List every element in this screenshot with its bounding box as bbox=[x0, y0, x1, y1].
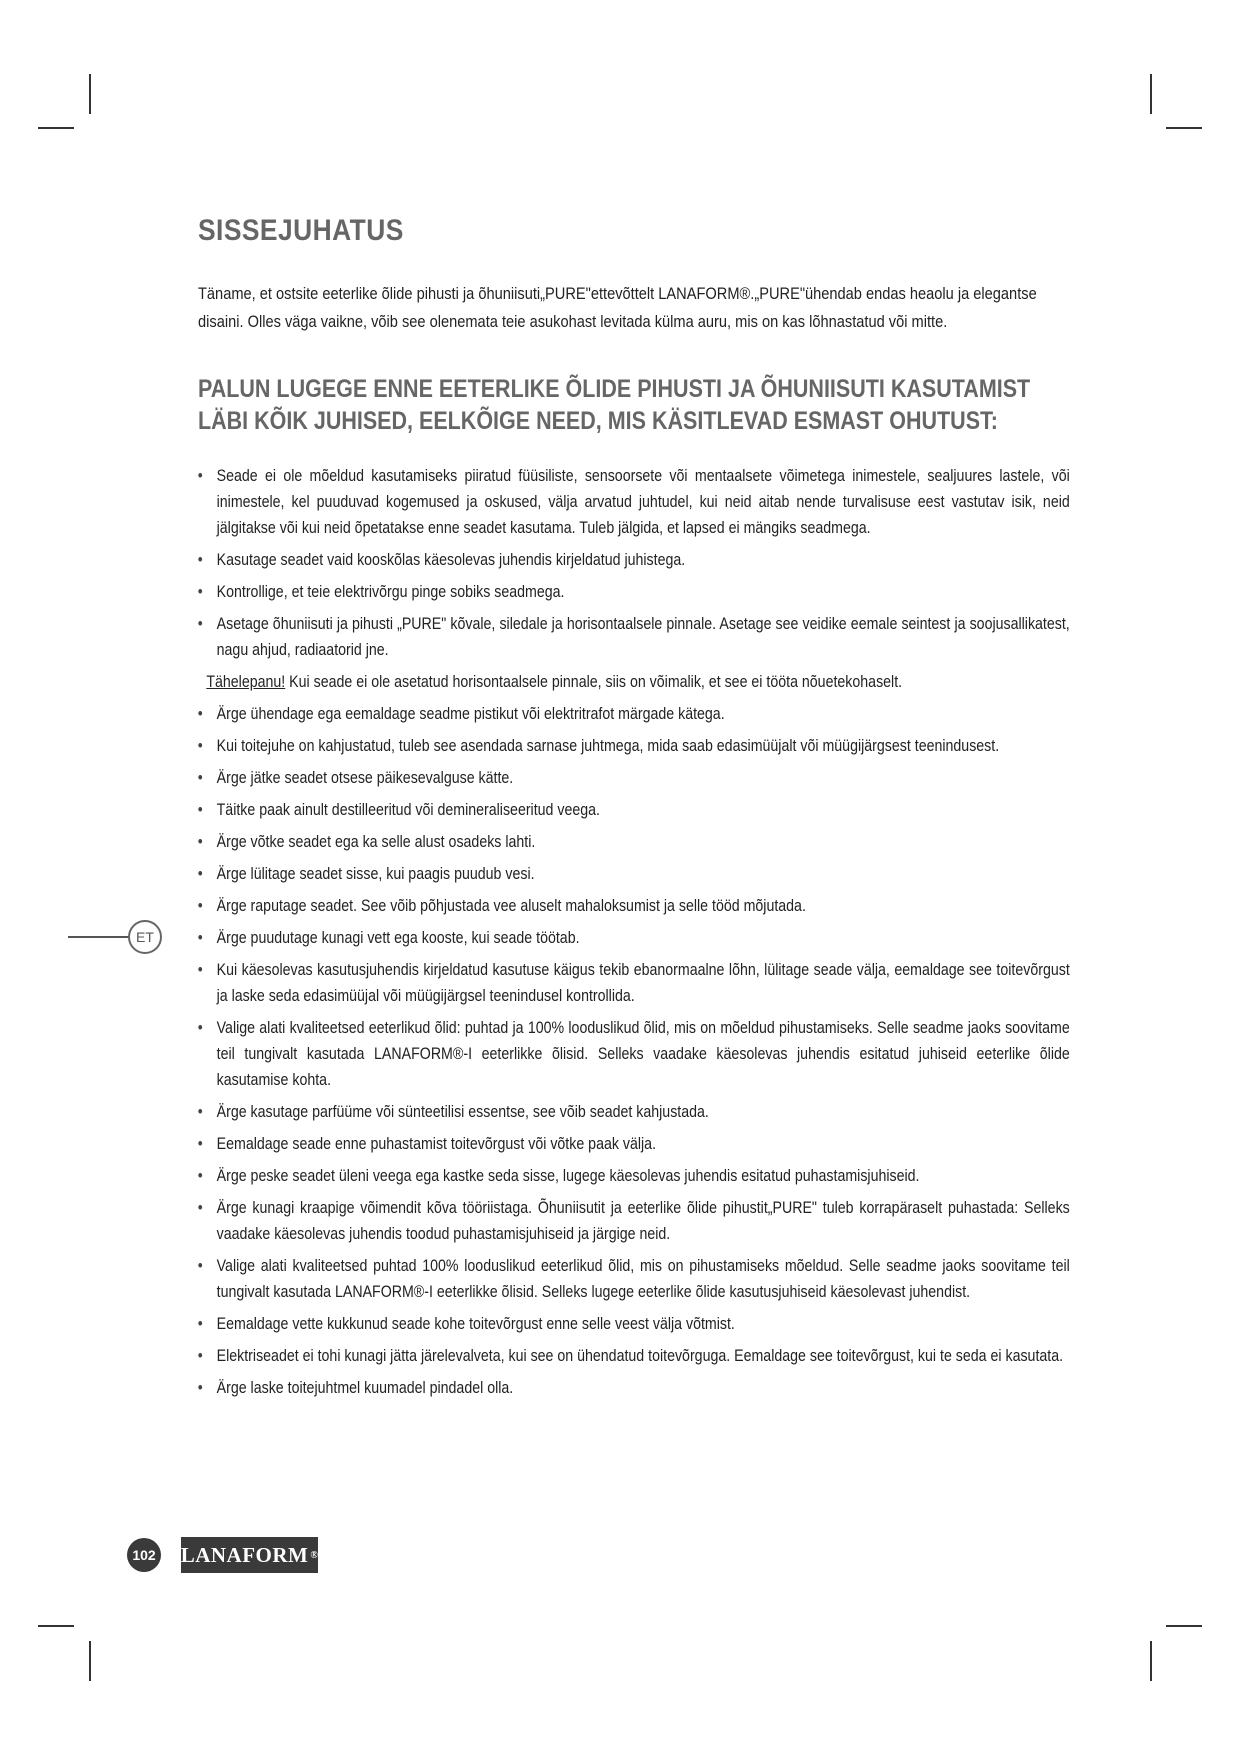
list-item: • Kontrollige, et teie elektrivõrgu pinge sobiks seadmega. bbox=[196, 579, 1070, 605]
safety-instructions-list bbox=[196, 463, 1070, 1407]
crop-mark bbox=[89, 74, 91, 114]
attention-label: Tähelepanu! bbox=[206, 673, 286, 691]
list-item: • Ärge ühendage ega eemaldage seadme pistikut või elektritrafot märgade kätega. bbox=[196, 701, 1070, 727]
crop-mark bbox=[38, 127, 74, 129]
list-item: • Täitke paak ainult destilleeritud või demineraliseeritud veega. bbox=[196, 797, 1070, 823]
crop-mark bbox=[1150, 74, 1152, 114]
crop-mark bbox=[1166, 1625, 1202, 1627]
list-item: • Ärge peske seadet üleni veega ega kastke seda sisse, lugege käesolevas juhendis esitatud puhastamisjuhiseid. bbox=[196, 1163, 1070, 1189]
list-item: • Valige alati kvaliteetsed puhtad 100% looduslikud eeterlikud õlid, mis on pihustamiseks mõeldud. Selle seadme jaoks soovitame teil tungivalt kasutada LANAFORM®-I eeterlikke õlisid. Selleks lugege eeterlike õlide kasutusjuhiseid käesolevast juhendist. bbox=[196, 1253, 1070, 1305]
attention-text: Kui seade ei ole asetatud horisontaalsele pinnale, siis on võimalik, et see ei tööta nõuetekohaselt. bbox=[285, 673, 903, 691]
list-item: • Ärge lülitage seadet sisse, kui paagis puudub vesi. bbox=[196, 861, 1070, 887]
list-item: • Ärge kasutage parfüüme või sünteetilisi essentse, see võib seadet kahjustada. bbox=[196, 1099, 1070, 1125]
list-item: • Ärge puudutage kunagi vett ega kooste, kui seade töötab. bbox=[196, 925, 1070, 951]
list-item: • Seade ei ole mõeldud kasutamiseks piiratud füüsiliste, sensoorsete või mentaalsete võimetega inimestele, sealjuures lastele, või inimestele, kel puuduvad kogemused ja oskused, välja arvatud juhtudel, kui neid aitab nende turvalisuse eest vastutav isik, neid jälgitakse või kui neid õpetatakse enne seadet kasutama. Tuleb jälgida, et lapsed ei mängiks seadmega. bbox=[196, 463, 1070, 541]
crop-mark bbox=[38, 1625, 74, 1627]
crop-mark bbox=[89, 1641, 91, 1681]
language-tab-line bbox=[68, 936, 130, 938]
crop-mark bbox=[1166, 127, 1202, 129]
list-item: • Eemaldage vette kukkunud seade kohe toitevõrgust enne selle veest välja võtmist. bbox=[196, 1311, 1070, 1337]
list-item: • Kui toitejuhe on kahjustatud, tuleb see asendada sarnase juhtmega, mida saab edasimüüjalt või müügijärgsest teenindusest. bbox=[196, 733, 1070, 759]
list-item: • Ärge laske toitejuhtmel kuumadel pindadel olla. bbox=[196, 1375, 1070, 1401]
page-title: SISSEJUHATUS bbox=[198, 214, 404, 247]
list-item: • Elektriseadet ei tohi kunagi jätta järelevalveta, kui see on ühendatud toitevõrguga. Eemaldage see toitevõrgust, kui te seda ei kasutata. bbox=[196, 1343, 1070, 1369]
list-item: • Kui käesolevas kasutusjuhendis kirjeldatud kasutuse käigus tekib ebanormaalne lõhn, lülitage seade välja, eemaldage see toitevõrgust ja laske seda edasimüüjal või müügijärgsel teenindusel kontrollida. bbox=[196, 957, 1070, 1009]
brand-logo bbox=[181, 1537, 318, 1573]
list-item: • Asetage õhuniisuti ja pihusti „PURE" kõvale, siledale ja horisontaalsele pinnale. Asetage see veidike eemale seintest ja soojusallikatest, nagu ahjud, radiaatorid jne. bbox=[196, 611, 1070, 663]
registered-mark: ® bbox=[310, 1549, 319, 1561]
list-item: • Valige alati kvaliteetsed eeterlikud õlid: puhtad ja 100% looduslikud õlid, mis on mõeldud pihustamiseks. Selle seadme jaoks soovitame teil tungivalt kasutada LANAFORM®-I eeterlikke õlisid. Selleks vaadake käesolevas juhendis esitatud juhiseid eeterlike õlide kasutamise kohta. bbox=[196, 1015, 1070, 1093]
list-item: • Kasutage seadet vaid kooskõlas käesolevas juhendis kirjeldatud juhistega. bbox=[196, 547, 1070, 573]
list-item: • Ärge võtke seadet ega ka selle alust osadeks lahti. bbox=[196, 829, 1070, 855]
list-item: • Ärge kunagi kraapige võimendit kõva tööriistaga. Õhuniisutit ja eeterlike õlide pihustit„PURE" tuleb korrapäraselt puhastada: Selleks vaadake käesolevas juhendis toodud puhastamisjuhiseid ja järgige neid. bbox=[196, 1195, 1070, 1247]
safety-warning-heading: PALUN LUGEGE ENNE EETERLIKE ÕLIDE PIHUSTI JA ÕHUNIISUTI KASUTAMIST LÄBI KÕIK JUHISED, EELKÕIGE NEED, MIS KÄSITLEVAD ESMAST OHUTUST: bbox=[198, 375, 1031, 435]
brand-logo-text: LANAFORM bbox=[180, 1542, 309, 1567]
list-item: • Eemaldage seade enne puhastamist toitevõrgust või võtke paak välja. bbox=[196, 1131, 1070, 1157]
intro-paragraph: Täname, et ostsite eeterlike õlide pihusti ja õhuniisuti„PURE"ettevõttelt LANAFORM®.„PURE"ühendab endas heaolu ja elegantse disaini. Olles väga vaikne, võib see olenemata teie asukohast levitada külma auru, mis on kas lõhnastatud või mitte. bbox=[198, 284, 1037, 331]
attention-note bbox=[196, 669, 1070, 695]
page-number: 102 bbox=[127, 1538, 161, 1572]
list-item: • Ärge raputage seadet. See võib põhjustada vee aluselt mahaloksumist ja selle tööd mõjutada. bbox=[196, 893, 1070, 919]
language-tab: ET bbox=[128, 920, 162, 954]
list-item: • Ärge jätke seadet otsese päikesevalguse kätte. bbox=[196, 765, 1070, 791]
crop-mark bbox=[1150, 1641, 1152, 1681]
